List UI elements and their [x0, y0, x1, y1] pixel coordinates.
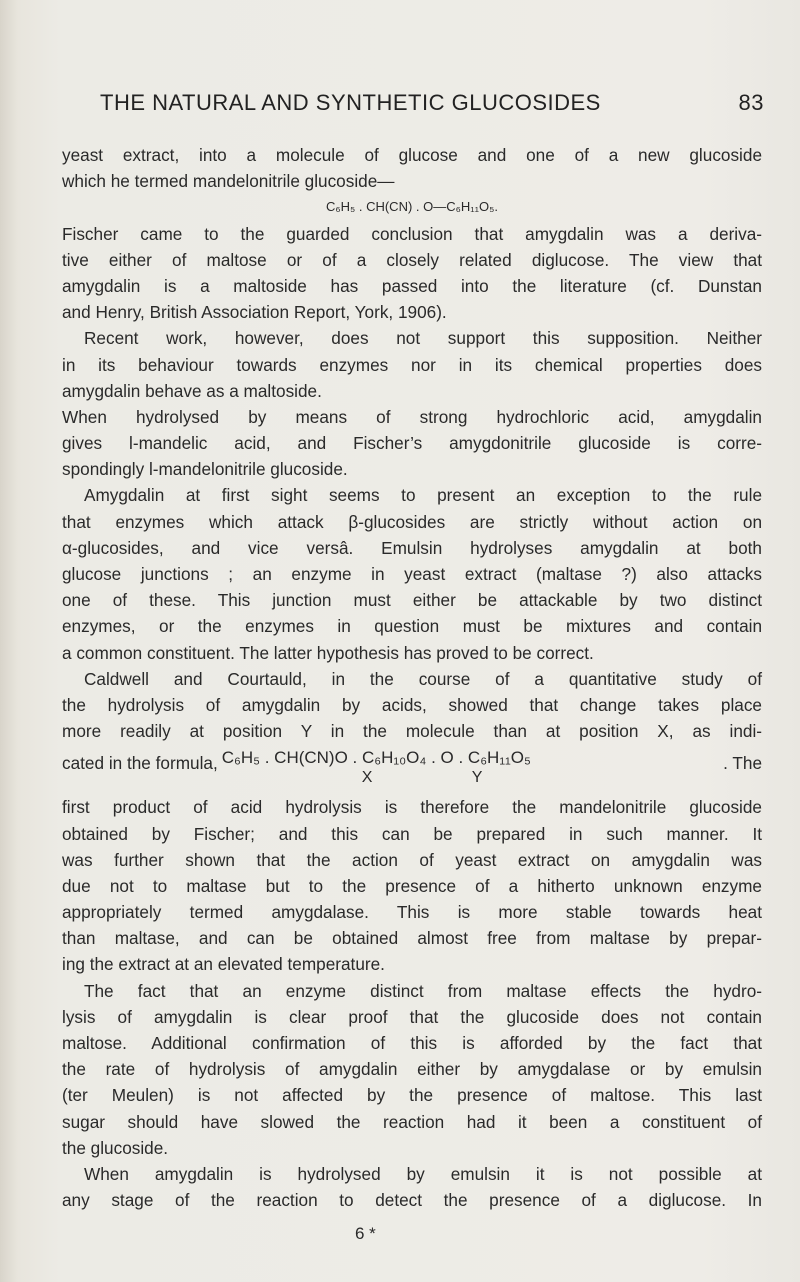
- text-line: When hydrolysed by means of strong hydrochloric acid, amygdalin: [62, 406, 762, 427]
- position-y-label: Y: [471, 769, 483, 787]
- text-line: which he termed mandelonitrile glucoside—: [62, 171, 395, 192]
- text-line: gives l-mandelic acid, and Fischer’s amygdonitrile glucoside is corre-: [62, 433, 762, 454]
- formula-line: [62, 744, 762, 794]
- text-line: Fischer came to the guarded conclusion that amygdalin was a deriva-: [62, 223, 762, 244]
- amygdalin-formula: [221, 744, 531, 787]
- text-line: yeast extract, into a molecule of glucose and one of a new glucoside: [62, 145, 762, 165]
- text-line: more readily at position Y in the molecule than at position X, as indi-: [62, 721, 762, 742]
- position-x-label: X: [361, 769, 373, 787]
- text-line: Amygdalin at first sight seems to present an exception to the rule: [84, 485, 762, 506]
- text-line: amygdalin is a maltoside has passed into the literature (cf. Dunstan: [62, 275, 762, 296]
- text-line: enzymes, or the enzymes in question must be mixtures and contain: [62, 616, 762, 637]
- body-text: [62, 142, 762, 1213]
- text-line: lysis of amygdalin is clear proof that the glucoside does not contain: [62, 1006, 762, 1027]
- text-line: obtained by Fischer; and this can be prepared in such manner. It: [62, 823, 762, 844]
- text-line: that enzymes which attack β-glucosides are strictly without action on: [62, 511, 762, 532]
- text-line: and Henry, British Association Report, York, 1906).: [62, 302, 447, 323]
- text-line: maltose. Additional confirmation of this is afforded by the fact that: [62, 1033, 762, 1053]
- text-line: was further shown that the action of yeast extract on amygdalin was: [62, 849, 762, 870]
- formula-tail-text: . The: [723, 753, 762, 774]
- text-line: the glucoside.: [62, 1137, 169, 1158]
- text-line: in its behaviour towards enzymes nor in its chemical properties does: [62, 354, 762, 375]
- text-line: the hydrolysis of amygdalin by acids, showed that change takes place: [62, 694, 762, 715]
- text-line: When amygdalin is hydrolysed by emulsin it is not possible at: [84, 1163, 762, 1184]
- text-line: glucose junctions ; an enzyme in yeast extract (maltase ?) also attacks: [62, 564, 762, 584]
- text-line: the rate of hydrolysis of amygdalin either by amygdalase or by emulsin: [62, 1059, 762, 1080]
- text-line: Recent work, however, does not support this supposition. Neither: [84, 328, 762, 349]
- text-line: amygdalin behave as a maltoside.: [62, 380, 322, 401]
- text-line: The fact that an enzyme distinct from maltase effects the hydro-: [84, 980, 762, 1001]
- running-header: [100, 90, 764, 116]
- text-line: sugar should have slowed the reaction had it been a constituent of: [62, 1111, 762, 1132]
- text-line: ing the extract at an elevated temperature.: [62, 954, 385, 975]
- formula-text: C₆H₅ . CH(CN)O . C₆H₁₀O₄ . O . C₆H₁₁O₅: [221, 748, 531, 768]
- signature-mark: 6 *: [355, 1224, 376, 1243]
- text-line: spondingly l-mandelonitrile glucoside.: [62, 459, 348, 480]
- text-line: a common constituent. The latter hypothesis has proved to be correct.: [62, 642, 594, 663]
- text-line: than maltase, and can be obtained almost free from maltase by prepar-: [62, 928, 762, 949]
- text-line: first product of acid hydrolysis is therefore the mandelonitrile glucoside: [62, 797, 762, 818]
- text-line: α-glucosides, and vice versâ. Emulsin hydrolyses amygdalin at both: [62, 537, 762, 558]
- text-line: tive either of maltose or of a closely related diglucose. The view that: [62, 249, 762, 270]
- page-number: 83: [738, 90, 764, 115]
- formula-lead-text: cated in the formula,: [62, 753, 218, 774]
- chemical-formula: C₆H₅ . CH(CN) . O—C₆H₁₁O₅.: [325, 199, 498, 215]
- text-line: any stage of the reaction to detect the presence of a diglucose. In: [62, 1190, 762, 1211]
- text-line: appropriately termed amygdalase. This is more stable towards heat: [62, 902, 762, 923]
- text-line: due not to maltase but to the presence of a hitherto unknown enzyme: [62, 875, 762, 896]
- text-line: Caldwell and Courtauld, in the course of a quantitative study of: [84, 668, 762, 689]
- text-line: (ter Meulen) is not affected by the presence of maltose. This last: [62, 1085, 762, 1106]
- text-line: one of these. This junction must either be attackable by two distinct: [62, 590, 762, 611]
- running-title: THE NATURAL AND SYNTHETIC GLUCOSIDES: [100, 90, 601, 115]
